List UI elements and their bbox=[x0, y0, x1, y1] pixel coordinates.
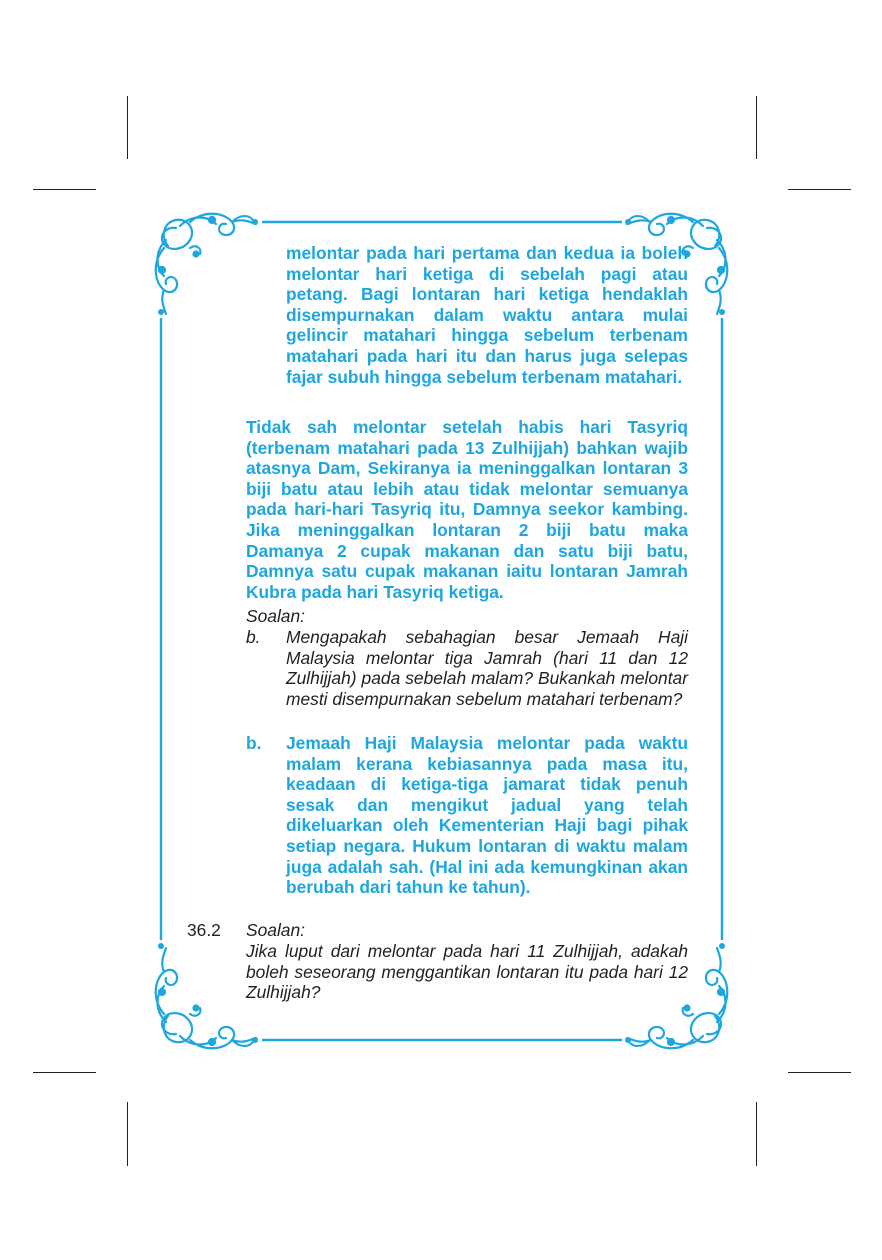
question-2-text: Jika luput dari melontar pada hari 11 Zulhijjah, adakah boleh seseorang menggantikan lontaran itu pada hari 12 Zulhijjah? bbox=[246, 941, 688, 1003]
question-label: b. bbox=[246, 627, 261, 647]
answer-label: b. bbox=[246, 733, 262, 753]
question-2-heading: Soalan: bbox=[246, 920, 305, 940]
question-heading: Soalan: bbox=[246, 606, 305, 626]
paragraph-continued: melontar pada hari pertama dan kedua ia boleh melontar hari ketiga di sebelah pagi atau petang. Bagi lontaran hari ketiga hendaklah disempurnakan dalam waktu antara mulai gelincir matahari hingga sebelum terbenam matahari pada hari itu dan harus juga selepas fajar subuh hingga sebelum terbenam matahari. bbox=[286, 243, 688, 387]
section-number: 36.2 bbox=[187, 920, 221, 940]
paragraph-tasyriq-rule: Tidak sah melontar setelah habis hari Tasyriq (terbenam matahari pada 13 Zulhijjah) bahkan wajib atasnya Dam, Sekiranya ia meninggalkan lontaran 3 biji batu atau lebih atau tidak melontar semuanya pada hari-hari Tasyriq itu, Damnya seekor kambing. Jika meninggalkan lontaran 2 biji batu maka Damanya 2 cupak makanan dan satu biji batu, Damnya satu cupak makanan iaitu lontaran Jamrah Kubra pada hari Tasyriq ketiga. bbox=[246, 417, 688, 602]
question-text: Mengapakah sebahagian besar Jemaah Haji Malaysia melontar tiga Jamrah (hari 11 dan 12 Zulhijjah) pada sebelah malam? Bukankah melontar mesti disempurnakan sebelum matahari terbenam? bbox=[286, 627, 688, 709]
answer-text: Jemaah Haji Malaysia melontar pada waktu malam kerana kebiasannya pada masa itu, keadaan di ketiga-tiga jamarat tidak penuh sesak dan mengikut jadual yang telah dikeluarkan oleh Kementerian Haji bagi pihak setiap negara. Hukum lontaran di waktu malam juga adalah sah. (Hal ini ada kemungkinan akan berubah dari tahun ke tahun). bbox=[286, 733, 688, 898]
